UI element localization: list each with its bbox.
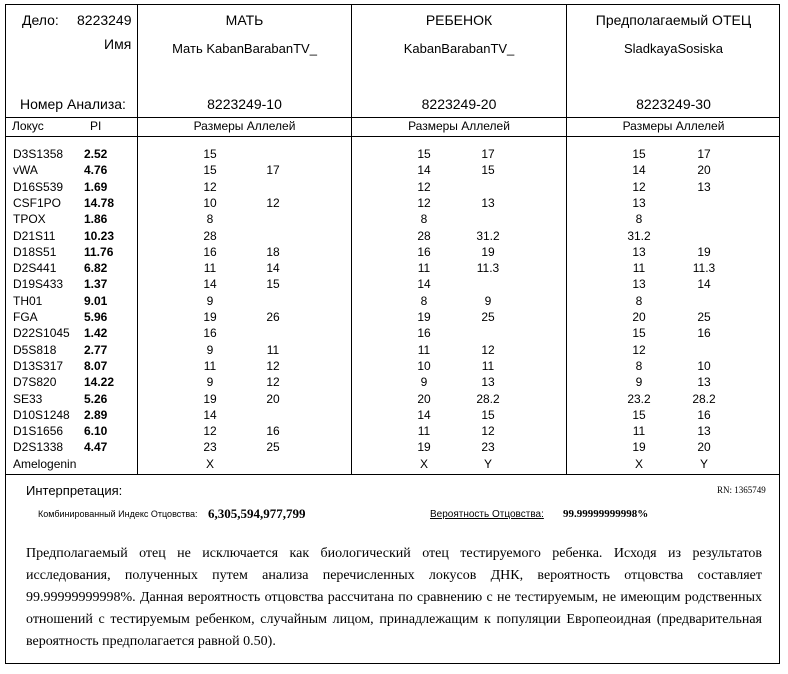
mother-allele-1: 15 [203,147,217,161]
mother-allele-2: 20 [266,391,280,406]
locus-name: D2S441 [13,261,57,276]
locus-name: D7S820 [13,375,57,390]
child-allele-2: 17 [481,147,495,161]
father-allele-1: 13 [632,244,646,259]
cpi-label: Комбинированный Индекс Отцовства: [38,509,198,519]
father-allele-1: 8 [635,293,643,308]
analysis-label: Номер Анализа: [20,96,126,112]
mother-allele-1: 14 [203,407,217,422]
table-row [0,162,788,178]
pi-value: 1.69 [84,179,108,194]
mother-allele-header: Размеры Аллелей [193,119,296,133]
mother-allele-2: 14 [266,261,280,276]
mother-allele-1: 9 [206,293,214,308]
mother-allele-1: 23 [203,440,217,455]
table-row [0,456,788,472]
mother-title: МАТЬ [225,12,264,28]
mother-allele-2: 11 [266,342,280,357]
father-allele-2: 14 [697,277,711,292]
child-allele-1: 28 [417,228,431,243]
father-allele-2: 16 [697,326,711,341]
father-allele-2: 19 [697,244,711,259]
pi-value: 6.82 [84,261,108,276]
table-row [0,195,788,211]
locus-name: TPOX [13,212,46,227]
father-allele-1: 9 [635,375,643,390]
table-row [0,391,788,407]
child-allele-2: 13 [481,375,495,390]
child-allele-2: 15 [481,163,495,178]
locus-name: vWA [13,163,38,178]
child-allele-1: 16 [417,326,431,341]
mother-allele-2: 18 [266,244,280,259]
mother-allele-1: 11 [203,358,217,373]
child-allele-1: X [419,456,428,471]
table-row [0,179,788,195]
locus-name: D3S1358 [13,147,64,161]
mother-allele-1: 10 [203,195,217,210]
pi-value: 8.07 [84,358,108,373]
child-allele-1: 11 [417,342,431,357]
child-allele-1: 8 [420,293,428,308]
pi-value: 5.26 [84,391,108,406]
locus-name: SE33 [13,391,43,406]
father-allele-2: 20 [697,163,711,178]
mother-allele-2: 16 [266,424,280,439]
case-number: 8223249 [77,12,132,28]
locus-name: TH01 [13,293,43,308]
child-allele-2: 23 [481,440,495,455]
mother-allele-1: 11 [203,261,217,276]
locus-name: Amelogenin [13,456,77,471]
child-allele-1: 12 [417,179,431,194]
child-allele-2: 13 [481,195,495,210]
child-allele-1: 20 [417,391,431,406]
pi-value: 1.86 [84,212,108,227]
mother-allele-1: 19 [203,310,217,324]
mother-allele-2: 12 [266,375,280,390]
table-row [0,358,788,374]
father-allele-1: 15 [632,407,646,422]
father-name: SladkayaSosiska [624,41,723,56]
child-allele-1: 16 [417,244,431,259]
interpretation-label: Интерпретация: [26,483,123,498]
father-allele-1: 11 [632,261,646,276]
pi-header: PI [90,119,102,133]
mother-allele-2: 25 [266,440,280,455]
table-row [0,228,788,244]
name-label: Имя [104,36,132,52]
table-row [0,276,788,292]
mother-name: Мать KabanBarabanTV_ [172,41,317,56]
mother-allele-1: 14 [203,277,217,292]
mother-allele-2: 12 [266,358,280,373]
child-allele-1: 14 [417,163,431,178]
child-allele-2: 12 [481,424,495,439]
table-row [0,407,788,423]
father-allele-2: 13 [697,424,711,439]
father-allele-1: 15 [632,147,646,161]
table-row [0,146,788,162]
child-allele-header: Размеры Аллелей [408,119,510,133]
father-allele-2: 25 [697,310,711,324]
father-allele-header: Размеры Аллелей [622,119,725,133]
father-allele-1: 11 [632,424,646,439]
father-allele-2: Y [699,456,708,471]
mother-allele-1: 16 [203,244,217,259]
pi-value: 1.42 [84,326,108,341]
child-allele-1: 8 [420,212,428,227]
table-row [0,374,788,390]
table-row [0,423,788,439]
pi-value: 14.78 [84,195,115,210]
child-allele-1: 11 [417,424,431,439]
locus-name: D1S1656 [13,424,64,439]
probability-value: 99.99999999998% [563,508,649,520]
father-allele-1: 31.2 [627,228,651,243]
father-allele-1: X [634,456,643,471]
father-allele-1: 8 [635,212,643,227]
child-allele-1: 9 [420,375,428,390]
pi-value: 9.01 [84,293,108,308]
locus-name: FGA [13,310,38,324]
locus-name: D22S1045 [13,326,70,341]
pi-value: 2.77 [84,342,108,357]
child-title: РЕБЕНОК [425,12,493,28]
child-allele-1: 19 [417,310,431,324]
child-allele-2: 15 [481,407,495,422]
mother-allele-2: 17 [266,163,280,178]
father-allele-1: 15 [632,326,646,341]
table-row [0,439,788,455]
locus-name: D2S1338 [13,440,64,455]
father-allele-1: 13 [632,195,646,210]
father-allele-1: 20 [632,310,646,324]
table-row [0,260,788,276]
pi-value: 2.89 [84,407,108,422]
child-allele-1: 15 [417,147,431,161]
table-row [0,325,788,341]
child-allele-2: 28.2 [476,391,500,406]
father-title: Предполагаемый ОТЕЦ [595,12,752,28]
locus-name: D16S539 [13,179,64,194]
father-allele-2: 28.2 [692,391,716,406]
child-allele-1: 11 [417,261,431,276]
mother-allele-1: 9 [206,342,214,357]
child-name: KabanBarabanTV_ [403,41,515,56]
mother-allele-1: 15 [203,163,217,178]
pi-value: 1.37 [84,277,108,292]
table-row [0,309,788,325]
mother-allele-1: 19 [203,391,217,406]
father-allele-1: 23.2 [627,391,651,406]
child-allele-2: 25 [481,310,495,324]
mother-allele-1: 12 [203,424,217,439]
mother-allele-1: 28 [203,228,217,243]
father-allele-2: 10 [697,358,711,373]
header-divider [5,117,780,118]
father-allele-2: 20 [697,440,711,455]
father-allele-2: 11.3 [692,261,716,276]
mother-allele-2: 26 [266,310,280,324]
father-allele-2: 13 [697,179,711,194]
father-allele-1: 19 [632,440,646,455]
child-allele-2: 9 [484,293,492,308]
child-allele-1: 12 [417,195,431,210]
father-allele-1: 12 [632,342,646,357]
mother-allele-1: X [205,456,214,471]
table-row [0,293,788,309]
father-allele-1: 12 [632,179,646,194]
mother-allele-2: 12 [266,195,280,210]
probability-label: Вероятность Отцовства: [430,509,544,520]
mother-allele-1: 8 [206,212,214,227]
table-row [0,211,788,227]
child-allele-2: 12 [481,342,495,357]
child-allele-2: Y [483,456,492,471]
child-allele-2: 11.3 [476,261,500,276]
pi-value: 5.96 [84,310,108,324]
child-allele-2: 11 [481,358,495,373]
child-allele-1: 14 [417,407,431,422]
locus-name: CSF1PO [13,195,62,210]
pi-value: 4.76 [84,163,108,178]
table-row [0,244,788,260]
subheader-divider [5,136,780,137]
mother-allele-2: 15 [266,277,280,292]
child-allele-1: 10 [417,358,431,373]
child-allele-1: 19 [417,440,431,455]
pi-value: 10.23 [84,228,115,243]
father-allele-2: 17 [697,147,711,161]
mother-allele-1: 12 [203,179,217,194]
locus-name: D19S433 [13,277,64,292]
cpi-value: 6,305,594,977,799 [208,506,306,521]
father-analysis-number: 8223249-30 [636,96,711,112]
locus-name: D21S11 [13,228,56,243]
table-row [0,342,788,358]
father-allele-2: 16 [697,407,711,422]
table-bottom-divider [5,474,780,475]
father-allele-2: 13 [697,375,711,390]
pi-value: 4.47 [84,440,108,455]
pi-value: 11.76 [84,244,114,259]
interpretation-paragraph: Предполагаемый отец не исключается как биологический отец тестируемого ребенка. Исходя из результатов исследования, полученных путем анализа перечисленных локусов ДНК, вероятность отцовства составляет 99.99999999998%. Данная вероятность отцовства рассчитана по сравнению с не тестируемым, не имеющим родственных отношений с тестируемым ребенком, случайным лицом, принадлежащим к популяции Европеоидная (предварительная вероятность предполагается равной 0.50). [26,546,762,649]
child-analysis-number: 8223249-20 [421,96,497,112]
locus-name: D5S818 [13,342,57,357]
pi-value: 14.22 [84,375,115,390]
mother-analysis-number: 8223249-10 [207,96,282,112]
child-allele-1: 14 [417,277,431,292]
father-allele-1: 8 [635,358,643,373]
pi-value: 6.10 [84,424,108,439]
locus-name: D18S51 [13,244,57,259]
father-allele-1: 13 [632,277,646,292]
locus-name: D13S317 [13,358,64,373]
locus-header: Локус [12,119,44,133]
pi-value: 2.52 [84,147,108,161]
rn-number: RN: 1365749 [717,485,766,495]
child-allele-2: 31.2 [476,228,500,243]
locus-name: D10S1248 [13,407,70,422]
child-allele-2: 19 [481,244,495,259]
case-label: Дело: [22,12,59,28]
mother-allele-1: 16 [203,326,217,341]
mother-allele-1: 9 [206,375,214,390]
father-allele-1: 14 [632,163,646,178]
